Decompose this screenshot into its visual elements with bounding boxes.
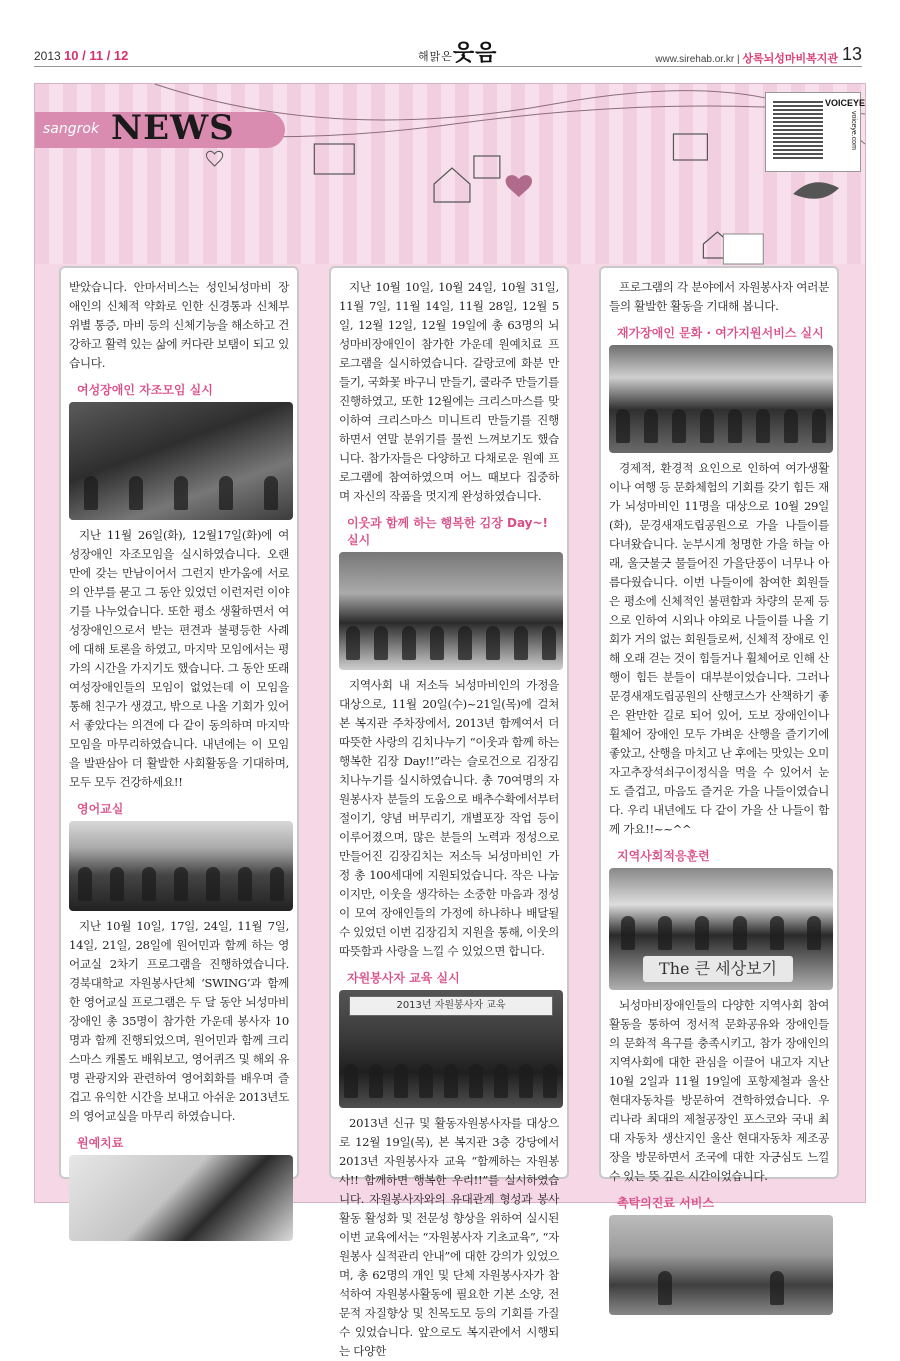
col1-intro: 받았습니다. 안마서비스는 성인뇌성마비 장애인의 신체적 약화로 인한 신경통과 신체부위별 통증, 마비 등의 신체기능을 해소하고 건강하고 활력 있는 삶에 커다란 보탬이 되고 있습니다. (69, 280, 289, 370)
banner-sangrok: sangrok (43, 121, 100, 137)
col3-section-title-culture: 재가장애인 문화 · 여가지원서비스 실시 (617, 326, 824, 340)
photo-horticulture (69, 1155, 293, 1241)
col3-section-title-community: 지역사회적응훈련 (617, 849, 710, 863)
col3-section-title-medical: 촉탁의진료 서비스 (617, 1196, 714, 1210)
page-number: 13 (841, 44, 862, 64)
voiceye-url: voiceye.com (850, 111, 857, 150)
col2-section-title-kimjang: 이웃과 함께 하는 행복한 김장 Day~! 실시 (347, 516, 549, 547)
column-2 (329, 266, 569, 1358)
col3-section-text-culture: 경제적, 환경적 요인으로 인하여 여가생활이나 여행 등 문화체험의 기회를 갖기 힘든 재가 뇌성마비인 11명을 대상으로 10월 29일(화), 문경새재도립공원으로 가을 나들이를 다녀왔습니다. 눈부시게 청명한 가을 하늘 아래, 울긋불긋 물들어진 가을단풍이 너무나 아름다웠습니다. 이번 나들이에 참여한 회원들은 평소에 신체적인 불편함과 차량의 문제 등으로 인하여 시외나 야외로 나들이를 나올 기회가 거의 없는 회원들로써, 신체적 장애로 인해 오래 걷는 것이 힘들거나 휠체어로 인해 산행이 힘든 분들이 대부분이었습니다. 그러나 문경새재도립공원의 산행코스가 산책하기 좋은 완만한 길로 되어 있어, 도보 장애인이나 휠체어 장애인 모두 가벼운 산행을 즐기기에 좋았고, 산행을 마치고 난 후에는 맛있는 오미자고추장석쇠구이정식을 먹을 수 있어서 눈도 즐겁고, 마음도 즐거운 가을 나들이였습니다. 우리 내년에도 다 같이 가을 산 나들이 함께 가요!!~~^^ (609, 461, 829, 836)
col1-section-title-women: 여성장애인 자조모임 실시 (77, 383, 213, 397)
col2-section-text-kimjang: 지역사회 내 저소득 뇌성마비인의 가정을 대상으로, 11월 20일(수)~21일(목)에 걸쳐 본 복지관 주차장에서, 2013년 함께여서 더 따뜻한 사랑의 김치나누기 “이웃과 함께 하는 행복한 김장 Day!!”라는 슬로건으로 김장김치나누기를 실시하였습니다. 총 70여명의 자원봉사자 분들의 도움으로 배추수확에서부터 절이기, 양념 버무리기, 개별포장 작업 등이 이루어졌으며, 많은 분들의 노력과 정성으로 만들어진 김장김치는 저소득 뇌성마비인 가정 총 100세대에 지원되었습니다. 작은 나눔이지만, 이웃을 생각하는 소중한 마음과 정성이 모여 장애인들의 가정에 하나하나 배달될 수 있었던 이번 김장김치 지원을 통해, 이웃의 따뜻함과 사랑을 느낄 수 있었으면 합니다. (339, 678, 559, 958)
col1-section-title-horticulture: 원예치료 (77, 1136, 124, 1150)
masthead-logo: 해맑은웃음 (418, 41, 498, 66)
voiceye-brand: VOICEYE (825, 98, 866, 108)
col3-section-text-community: 뇌성마비장애인들의 다양한 지역사회 참여활동을 통하여 정서적 문화공유와 장애인들의 문화적 욕구를 충족시키고, 참가 장애인의 지역사회에 대한 관심을 이끌어 내고자 지난 10월 2일과 11월 19일에 포항제철과 울산 현대자동차를 방문하여 견학하였습니다. 우리나라 최대의 제철공장인 포스코와 국내 최대 자동차 생산지인 울산 현대자동차 제조공장을 방문하면서 조국에 대한 자긍심도 느낄 수 있는 뜻 깊은 시간이었습니다. (609, 998, 829, 1183)
photo-sign-text: The 큰 세상보기 (643, 956, 793, 982)
news-board (34, 83, 866, 1358)
page-header (0, 0, 900, 70)
header-rule (34, 66, 862, 67)
photo-banner-text: 2013년 자원봉사자 교육 (349, 996, 553, 1016)
photo-autumn-outing (609, 345, 833, 453)
column-1 (59, 266, 299, 1179)
col1-section-text-women: 지난 11월 26일(화), 12월17일(화)에 여성장애인 자조모임을 실시하였습니다. 오랜만에 갖는 만남이어서 그런지 반가움에 서로의 안부를 묻고 그 동안 있었던 이런저런 이야기를 나누었습니다. 또한 평소 생활하면서 여성장애인으로서 받는 편견과 불평등한 사례에 대해 토론을 하였고, 마지막 모임에서는 평가의 시간을 가지기도 했습니다. 그 동안 또래 여성장애인들의 모임이 없었는데 이 모임을 통해 친구가 생겼고, 밖으로 나올 기회가 있어서 좋았다는 의견에 다 같이 동의하며 마지막 모임을 마무리하였습니다. 내년에는 이 모임을 발판삼아 더 활발한 사회활동을 기대하며, 모두 모두 건강하세요!! (69, 528, 289, 789)
photo-community-tour (609, 868, 833, 990)
photo-english-class (69, 821, 293, 911)
col1-section-title-english: 영어교실 (77, 802, 124, 816)
photo-kimjang-day (339, 552, 563, 670)
photo-medical-service (609, 1215, 833, 1315)
qr-code-icon (773, 101, 823, 159)
news-banner (35, 108, 285, 148)
col1-section-text-english: 지난 10월 10일, 17일, 24일, 11월 7일, 14일, 21일, 28일에 원어민과 함께 하는 영어교실 2차기 프로그램을 진행하였습니다. 경북대학교 자원봉사단체 ‘SWING’과 함께 한 영어교실 프로그램은 두 달 동안 뇌성마비장애인 총 35명이 참가한 가운데 봉사자 10명과 함께 진행되었으며, 원어민과 함께 크리스마스 캐롤도 배워보고, 영어퀴즈 및 해외 유명 관광지와 관련하여 영어회화를 배우며 즐겁고 유익한 시간을 보내고 아쉬운 2013년도의 영어교실을 마무리 하였습니다. (69, 919, 289, 1123)
col2-intro: 지난 10월 10일, 10월 24일, 10월 31일, 11월 7일, 11월 14일, 11월 28일, 12월 5일, 12월 12일, 12월 19일에 총 63명의 뇌성마비장애인이 참가한 가운데 원예치료 프로그램을 실시하였습니다. 갈랑코에 화분 만들기, 국화꽃 바구니 만들기, 쿨라주 만들기를 진행하였고, 또한 12월에는 크리스마스를 맞이하여 크리스마스 미니트리 만들기를 진행하면서 연말 분위기를 물씬 느껴보기도 했습니다. 참가자들은 다양하고 다채로운 원예 프로그램에 참여하였으며 어느 때보다 집중하며 자신의 작품을 멋지게 완성하였습니다. (339, 280, 559, 503)
col3-intro: 프로그램의 각 분야에서 자원봉사자 여러분들의 활발한 활동을 기대해 봅니다. (609, 280, 829, 313)
site-info: www.sirehab.or.kr | 상록뇌성마비복지관 (655, 53, 838, 65)
banner-news: NEWS (111, 108, 235, 148)
col2-section-title-volunteer: 자원봉사자 교육 실시 (347, 971, 460, 985)
issue-date: 2013 10 / 11 / 12 (34, 48, 129, 63)
photo-women-meeting (69, 402, 293, 520)
voiceye-code (765, 92, 866, 172)
photo-volunteer-training (339, 990, 563, 1108)
col2-section-text-volunteer: 2013년 신규 및 활동자원봉사자를 대상으로 12월 19일(목), 본 복지관 3층 강당에서 2013년 자원봉사자 교육 “함께하는 자원봉사!! 함께하면 행복한 우리!!”를 실시하였습니다. 자원봉사자와의 유대관계 형성과 봉사활동 활성화 및 전문성 향상을 위하여 실시된 이번 교육에서는 “자원봉사자 기초교육”, “자원봉사 실적관리 안내”에 대한 강의가 있었으며, 총 62명의 개인 및 단체 자원봉사자가 참석하여 자원봉사활동에 필요한 기본 소양, 전문적 자질향상 및 친목도모 등의 기회를 가질 수 있었습니다. 앞으로도 복지관에서 시행되는 다양한 (339, 1116, 559, 1358)
column-3 (599, 266, 839, 1210)
